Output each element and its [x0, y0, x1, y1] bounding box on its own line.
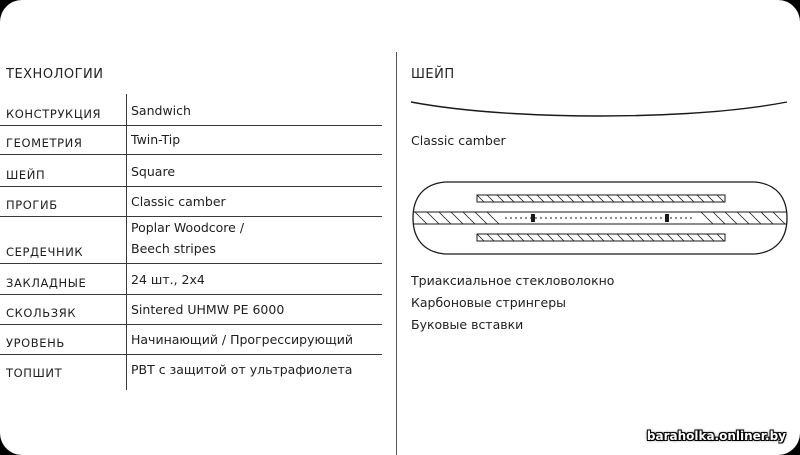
spec-row-construction [0, 94, 382, 126]
spec-value: PBT с защитой от ультрафиолета [131, 362, 353, 377]
spec-label: СЕРДЕЧНИК [6, 245, 84, 259]
spec-value: Poplar Woodcore / Beech stripes [131, 220, 245, 256]
legend-item-beech-inserts: Буковые вставки [411, 317, 524, 332]
spec-label: ТОПШИТ [6, 366, 63, 380]
board-cross-section-icon [405, 176, 795, 260]
spec-row-camber [0, 187, 382, 217]
table-column-divider [126, 94, 127, 390]
spec-value: Twin-Tip [131, 132, 181, 147]
spec-row-level [0, 325, 382, 355]
spec-value: Начинающий / Прогрессирующий [131, 332, 354, 347]
spec-label: ПРОГИБ [6, 198, 58, 212]
shape-title: ШЕЙП [411, 67, 455, 82]
spec-label: ГЕОМЕТРИЯ [6, 136, 83, 150]
spec-row-geometry [0, 126, 382, 155]
spec-label: УРОВЕНЬ [6, 336, 65, 350]
spec-label: ШЕЙП [6, 168, 46, 182]
spec-label: КОНСТРУКЦИЯ [6, 107, 102, 121]
spec-value: Square [131, 164, 176, 179]
legend-item-triaxial-fiberglass: Триаксиальное стекловолокно [411, 273, 615, 288]
spec-row-core [0, 217, 382, 264]
profile-caption: Classic camber [411, 133, 506, 148]
section-divider [396, 52, 397, 455]
spec-row-inserts [0, 264, 382, 295]
camber-profile-icon [405, 92, 795, 122]
spec-value: Classic camber [131, 194, 226, 209]
spec-label: СКОЛЬЗЯК [6, 306, 77, 320]
spec-value: Sandwich [131, 103, 191, 118]
legend-item-carbon-stringers: Карбоновые стрингеры [411, 295, 566, 310]
spec-row-base [0, 295, 382, 325]
spec-value: Sintered UHMW PE 6000 [131, 302, 285, 317]
watermark: baraholka.onliner.by [646, 429, 786, 443]
spec-table [0, 94, 382, 384]
spec-row-topsheet [0, 355, 382, 384]
spec-value: 24 шт., 2x4 [131, 272, 205, 287]
technology-title: ТЕХНОЛОГИИ [6, 67, 104, 82]
spec-row-shape [0, 155, 382, 187]
material-legend [411, 270, 614, 336]
spec-label: ЗАКЛАДНЫЕ [6, 276, 87, 290]
